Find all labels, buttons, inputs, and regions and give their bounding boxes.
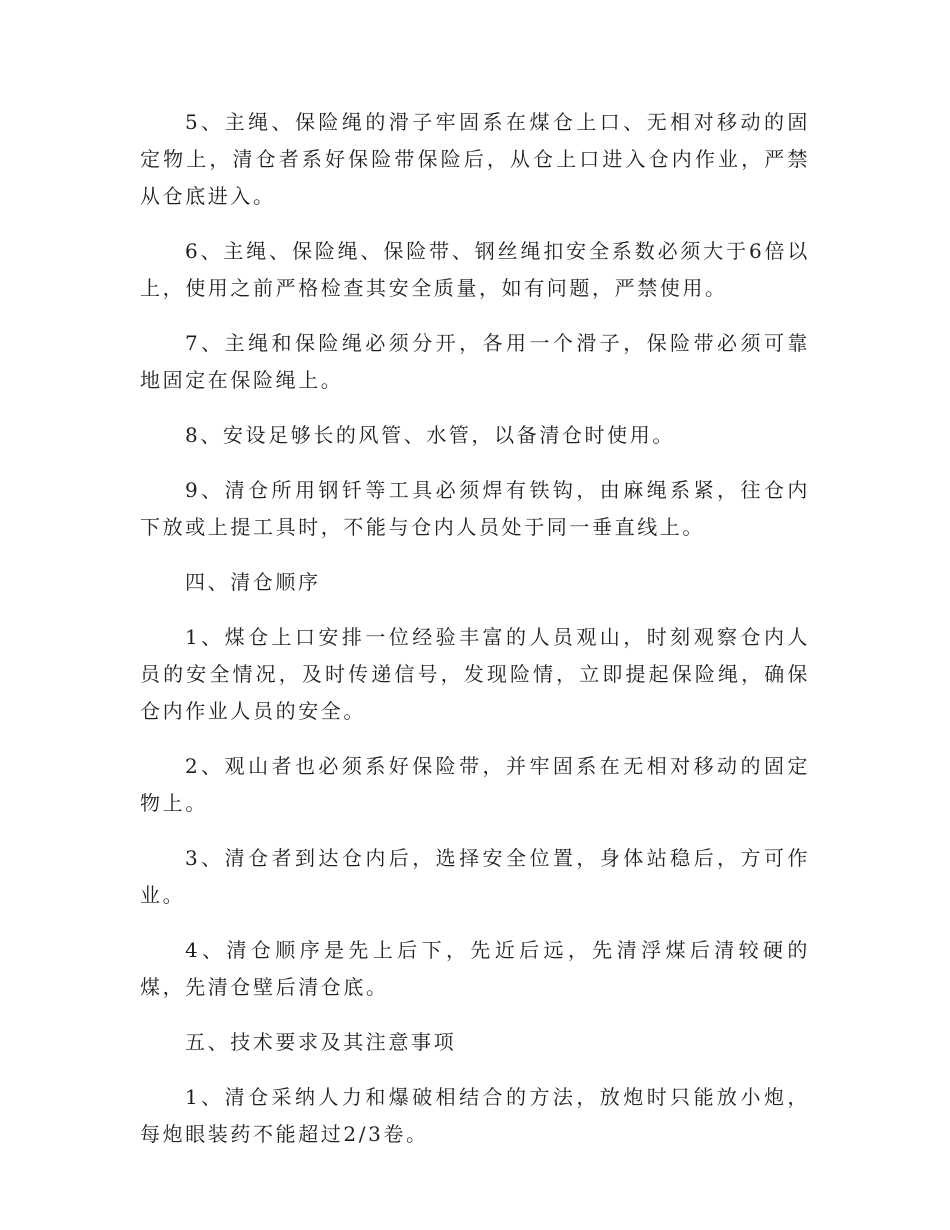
- paragraph-item-8: 8、安设足够长的风管、水管，以备清仓时使用。: [185, 423, 675, 447]
- paragraph-order-4: 4、清仓顺序是先上后下，先近后远，先清浮煤后清较硬的煤，先清仓壁后清仓底。: [140, 938, 810, 999]
- section-heading-technical-requirements: 五、技术要求及其注意事项: [185, 1030, 457, 1054]
- paragraph-item-7: 7、主绳和保险绳必须分开，各用一个滑子，保险带必须可靠地固定在保险绳上。: [140, 331, 810, 392]
- paragraph-item-6: 6、主绳、保险绳、保险带、钢丝绳扣安全系数必须大于6倍以上，使用之前严格检查其安全质量，如有问题，严禁使用。: [140, 239, 810, 300]
- section-heading-cleaning-order: 四、清仓顺序: [185, 570, 321, 594]
- paragraph-tech-1: 1、清仓采纳人力和爆破相结合的方法，放炮时只能放小炮，每炮眼装药不能超过2/3卷。: [140, 1085, 810, 1146]
- paragraph-order-2: 2、观山者也必须系好保险带，并牢固系在无相对移动的固定物上。: [140, 754, 810, 815]
- paragraph-item-9: 9、清仓所用钢钎等工具必须焊有铁钩，由麻绳系紧，往仓内下放或上提工具时，不能与仓内人员处于同一垂直线上。: [140, 478, 810, 539]
- paragraph-item-5: 5、主绳、保险绳的滑子牢固系在煤仓上口、无相对移动的固定物上，清仓者系好保险带保险后，从仓上口进入仓内作业，严禁从仓底进入。: [140, 110, 810, 208]
- paragraph-order-1: 1、煤仓上口安排一位经验丰富的人员观山，时刻观察仓内人员的安全情况，及时传递信号，发现险情，立即提起保险绳，确保仓内作业人员的安全。: [140, 625, 810, 723]
- paragraph-order-3: 3、清仓者到达仓内后，选择安全位置，身体站稳后，方可作业。: [140, 846, 810, 907]
